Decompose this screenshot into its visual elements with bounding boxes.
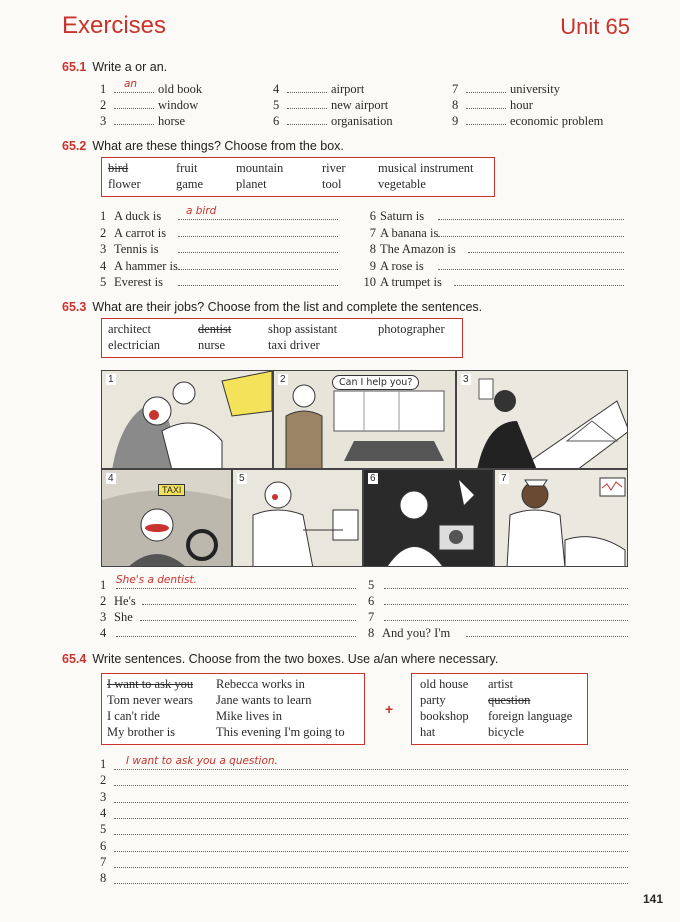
line-number: 1 <box>100 757 107 771</box>
box-word: photographer <box>378 322 445 336</box>
ex1-item <box>452 114 603 129</box>
item-number: 5 <box>368 578 375 592</box>
ex1-item <box>273 82 364 97</box>
box-word: dentist <box>198 322 232 336</box>
answer-text: an <box>124 78 138 90</box>
line-number: 3 <box>100 789 107 804</box>
ex2-item <box>100 205 342 224</box>
item-number: 8 <box>368 626 375 640</box>
box-word: taxi driver <box>268 338 320 352</box>
answer-blank[interactable] <box>116 626 356 637</box>
box-word: game <box>176 177 204 191</box>
ex2-item <box>100 226 342 241</box>
answer-blank[interactable] <box>140 610 356 621</box>
item-text: A banana is <box>380 225 439 240</box>
line-number: 4 <box>100 805 107 820</box>
ex2-item <box>100 242 342 257</box>
answer-line[interactable] <box>114 822 628 835</box>
ex4-box-2 <box>411 673 588 745</box>
item-number: 1 <box>100 209 107 223</box>
box-word: vegetable <box>378 177 426 191</box>
item-number: 1 <box>100 578 107 592</box>
panel-6-photographer: 6 <box>363 469 494 567</box>
item-text: And you? I'm <box>382 626 451 640</box>
line-number: 7 <box>100 854 107 869</box>
box-word: nurse <box>198 338 226 352</box>
answer-line[interactable] <box>114 855 628 868</box>
answer-blank[interactable] <box>287 82 327 93</box>
ex2-item <box>100 275 342 290</box>
answer-line[interactable] <box>114 806 628 819</box>
answer-blank[interactable] <box>438 209 624 220</box>
box2-word: party <box>420 693 446 707</box>
item-number: 5 <box>100 275 107 289</box>
architect-illustration <box>457 371 628 469</box>
ex3-item <box>368 594 628 609</box>
ex3-item <box>100 574 356 593</box>
answer-blank[interactable] <box>466 626 628 637</box>
ex3-item <box>100 610 356 625</box>
box-word: musical instrument <box>378 161 474 175</box>
panel-1-dentist: 1 <box>101 370 273 469</box>
box1-phrase: I want to ask you <box>107 677 194 691</box>
answer-blank[interactable] <box>466 82 506 93</box>
item-number: 1 <box>100 82 107 96</box>
item-text: new airport <box>331 98 389 112</box>
item-text: Saturn is <box>380 209 425 223</box>
item-text: Everest is <box>114 275 163 289</box>
item-number: 7 <box>452 82 459 96</box>
item-text: A rose is <box>380 258 424 273</box>
item-number: 9 <box>369 258 376 273</box>
ex3-item <box>368 578 628 593</box>
ex3-item <box>100 626 356 641</box>
answer-blank[interactable] <box>178 205 338 220</box>
electrician-illustration <box>233 470 363 567</box>
answer-blank[interactable] <box>114 114 154 125</box>
answer-blank[interactable] <box>438 226 624 237</box>
item-text: university <box>510 82 560 96</box>
answer-line[interactable] <box>114 839 628 852</box>
box2-word: bicycle <box>488 725 525 739</box>
ex1-item <box>273 98 388 113</box>
panel-7-nurse: 7 <box>494 469 628 567</box>
item-number: 2 <box>100 594 107 608</box>
taxi-sign: TAXI <box>158 484 185 496</box>
ex4-box-1 <box>101 673 365 745</box>
panel-4-taxi: 4 TAXI <box>101 469 232 567</box>
box1-phrase: My brother is <box>107 725 176 739</box>
answer-blank[interactable] <box>178 242 338 253</box>
item-number: 3 <box>100 114 107 128</box>
panel-3-architect: 3 <box>456 370 628 469</box>
ex3-heading: 65.3 What are their jobs? Choose from the list and complete the sentences. <box>62 300 483 314</box>
answer-blank[interactable] <box>384 578 628 589</box>
ex1-item <box>100 114 185 129</box>
item-number: 6 <box>368 594 375 608</box>
item-number: 3 <box>100 610 107 624</box>
photographer-illustration <box>364 470 494 567</box>
answer-text: a bird <box>186 205 217 217</box>
item-number: 8 <box>369 242 376 256</box>
ex2-word-box <box>101 157 495 197</box>
plus-sign: + <box>385 701 394 717</box>
item-text: He's <box>114 594 136 608</box>
item-number: 8 <box>452 98 459 112</box>
answer-text: She's a dentist. <box>116 574 197 586</box>
item-text: window <box>158 98 199 112</box>
item-number: 7 <box>369 225 376 240</box>
box1-phrase: Mike lives in <box>216 709 282 723</box>
answer-line[interactable] <box>114 773 628 786</box>
ex3-item <box>368 626 628 641</box>
line-number: 5 <box>100 822 107 837</box>
box-word: mountain <box>236 161 284 175</box>
ex2-item <box>358 275 628 290</box>
ex2-item <box>358 209 628 224</box>
item-number: 4 <box>100 626 107 640</box>
box-word: river <box>322 161 346 175</box>
ex2-item <box>100 259 342 274</box>
ex4-heading: 65.4 Write sentences. Choose from the two boxes. Use a/an where necessary. <box>62 652 499 666</box>
ex2-item <box>358 259 628 274</box>
speech-bubble: Can I help you? <box>332 375 419 390</box>
box-word: flower <box>108 177 141 191</box>
answer-blank[interactable] <box>178 259 338 270</box>
item-number: 5 <box>273 98 280 112</box>
ex1-item <box>273 114 393 129</box>
answer-blank[interactable] <box>178 226 338 237</box>
dentist-illustration <box>102 371 273 469</box>
box-word: architect <box>108 322 152 336</box>
box-word: fruit <box>176 161 198 175</box>
line-number: 2 <box>100 773 107 788</box>
item-number: 4 <box>100 258 107 273</box>
answer-blank[interactable] <box>287 114 327 125</box>
box2-word: hat <box>420 725 436 739</box>
ex1-item <box>100 78 203 97</box>
panel-5-electrician: 5 <box>232 469 363 567</box>
box2-word: old house <box>420 677 469 691</box>
answer-blank[interactable] <box>466 98 506 109</box>
item-number: 9 <box>452 114 459 128</box>
ex1-item <box>100 98 198 113</box>
page-title: Exercises <box>62 12 167 39</box>
answer-blank[interactable] <box>114 78 154 93</box>
box-word: planet <box>236 177 267 191</box>
box2-word: bookshop <box>420 709 469 723</box>
item-text: The Amazon is <box>380 242 456 256</box>
item-number: 6 <box>369 209 376 223</box>
box1-phrase: Tom never wears <box>107 693 193 707</box>
item-text: organisation <box>331 114 393 128</box>
box-word: shop assistant <box>268 322 338 336</box>
answer-text: I want to ask you a question. <box>126 755 278 767</box>
ex1-item <box>452 98 533 113</box>
box-word: tool <box>322 177 342 191</box>
item-text: economic problem <box>510 114 604 128</box>
ex2-heading: 65.2 What are these things? Choose from the box. <box>62 139 344 153</box>
item-text: A trumpet is <box>380 275 442 289</box>
item-number: 2 <box>100 98 107 112</box>
ex3-word-box <box>101 318 463 358</box>
item-number: 3 <box>100 242 107 256</box>
box1-phrase: I can't ride <box>107 709 160 723</box>
item-text: A carrot is <box>114 225 167 240</box>
item-number: 6 <box>273 114 280 128</box>
answer-blank[interactable] <box>384 594 628 605</box>
item-text: Tennis is <box>114 242 159 256</box>
item-text: A hammer is <box>114 258 178 273</box>
box2-word: foreign language <box>488 709 573 723</box>
ex3-item <box>368 610 628 625</box>
answer-blank[interactable] <box>178 275 338 286</box>
ex1-item <box>452 82 560 97</box>
answer-blank[interactable] <box>114 98 154 109</box>
answer-line[interactable] <box>114 871 628 884</box>
item-text: horse <box>158 114 186 128</box>
item-number: 10 <box>363 275 376 289</box>
nurse-illustration <box>495 470 628 567</box>
line-number: 6 <box>100 838 107 853</box>
box-word: electrician <box>108 338 161 352</box>
item-number: 4 <box>273 82 280 96</box>
answer-blank[interactable] <box>466 114 506 125</box>
item-text: airport <box>331 82 365 96</box>
item-number: 2 <box>100 225 107 240</box>
answer-line[interactable] <box>114 757 628 770</box>
answer-blank[interactable] <box>384 610 628 621</box>
item-number: 7 <box>368 610 375 624</box>
answer-blank[interactable] <box>142 594 356 605</box>
answer-blank[interactable] <box>287 98 327 109</box>
ex3-item <box>100 594 356 609</box>
answer-blank[interactable] <box>116 574 356 589</box>
box2-word: question <box>488 693 531 707</box>
line-number: 8 <box>100 871 107 886</box>
answer-line[interactable] <box>114 790 628 803</box>
item-text: old book <box>158 82 203 96</box>
ex1-heading: 65.1 Write a or an. <box>62 60 168 74</box>
answer-blank[interactable] <box>438 259 624 270</box>
item-text: She <box>114 610 133 624</box>
ex2-item <box>358 226 628 241</box>
box1-phrase: This evening I'm going to <box>216 725 345 739</box>
box-word: bird <box>108 161 129 175</box>
page-number: 141 <box>643 892 664 906</box>
panel-2-shop: 2 Can I help you? <box>273 370 456 469</box>
answer-blank[interactable] <box>468 242 624 253</box>
box1-phrase: Rebecca works in <box>216 677 305 691</box>
item-text: hour <box>510 98 533 112</box>
box2-word: artist <box>488 677 513 691</box>
unit-label: Unit 65 <box>560 14 630 39</box>
answer-blank[interactable] <box>454 275 624 286</box>
item-text: A duck is <box>114 209 162 223</box>
box1-phrase: Jane wants to learn <box>216 693 312 707</box>
ex2-item <box>358 242 628 257</box>
